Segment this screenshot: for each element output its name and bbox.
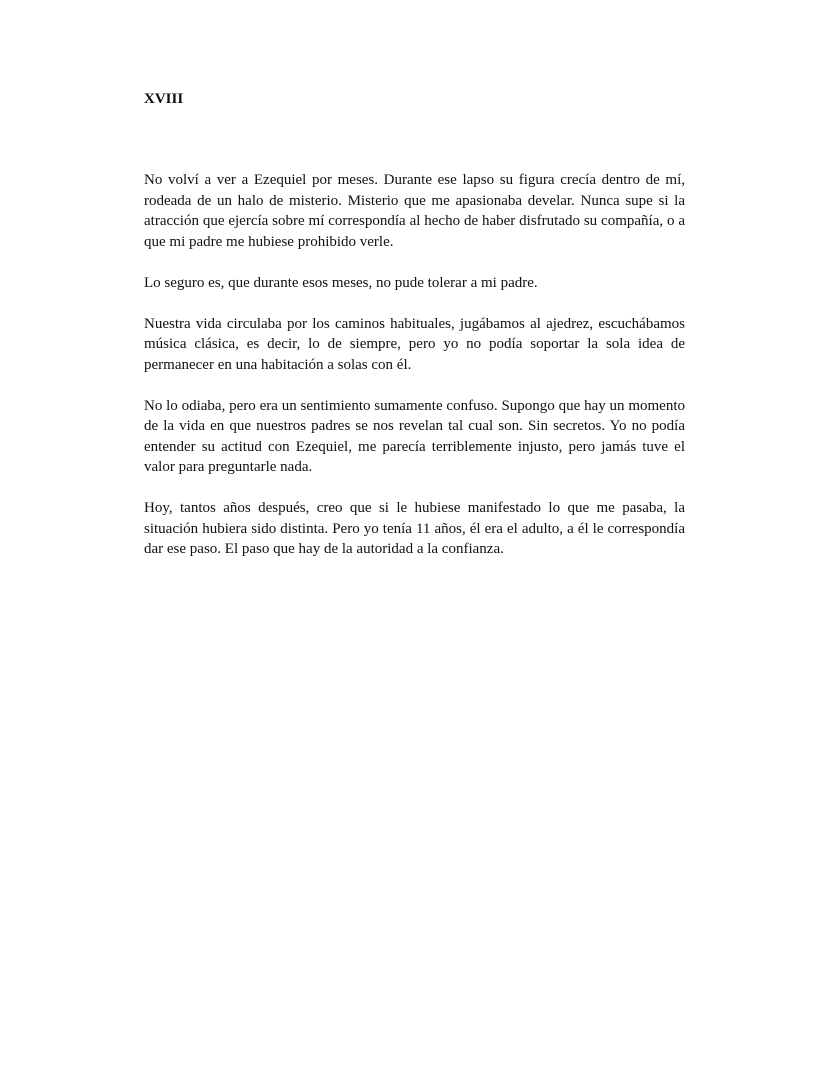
- paragraph: Lo seguro es, que durante esos meses, no pude tolerar a mi padre.: [144, 274, 538, 291]
- chapter-body: [144, 170, 685, 580]
- paragraph: No volví a ver a Ezequiel por meses. Durante ese lapso su figura crecía dentro de mí, rodeada de un halo de misterio. Misterio que me apasionaba develar. Nunca supe si la atracción que ejercía sobre mí correspondía al hecho de haber disfrutado su compañía, o a que mi padre me hubiese prohibido verle.: [144, 172, 685, 250]
- paragraph: Hoy, tantos años después, creo que si le hubiese manifestado lo que me pasaba, la situación hubiera sido distinta. Pero yo tenía 11 años, él era el adulto, a él le correspondía dar ese paso. El paso que hay de la autoridad a la confianza.: [144, 500, 685, 557]
- chapter-heading: XVIII: [144, 91, 184, 107]
- paragraph: Nuestra vida circulaba por los caminos habituales, jugábamos al ajedrez, escuchábamos música clásica, es decir, lo de siempre, pero yo no podía soportar la sola idea de permanecer en una habitación a solas con él.: [144, 315, 685, 373]
- paragraph: No lo odiaba, pero era un sentimiento sumamente confuso. Supongo que hay un momento de la vida en que nuestros padres se nos revelan tal cual son. Sin secretos. Yo no podía entender su actitud con Ezequiel, me parecía terriblemente injusto, pero jamás tuve el valor para preguntarle nada.: [144, 397, 685, 475]
